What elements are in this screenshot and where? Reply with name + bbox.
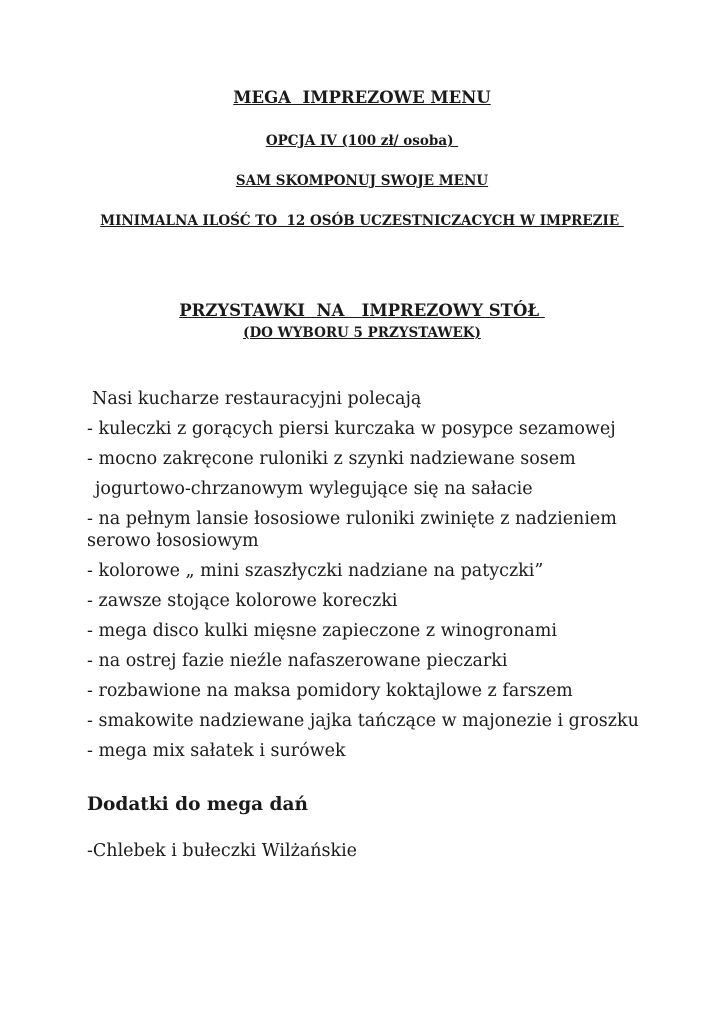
list-item: - zawsze stojące kolorowe koreczki — [87, 591, 398, 611]
extras-heading: Dodatki do mega dań — [87, 794, 308, 815]
list-item: - mocno zakręcone ruloniki z szynki nadziewane sosem — [87, 449, 576, 469]
list-item: - mega mix sałatek i surówek — [87, 741, 346, 761]
list-item: - smakowite nadziewane jajka tańczące w majonezie i groszku — [87, 711, 639, 731]
option-price-line: OPCJA IV (100 zł/ osoba) — [265, 133, 459, 149]
appetizers-intro: Nasi kucharze restauracyjni polecają — [92, 389, 422, 409]
appetizers-heading: PRZYSTAWKI NA IMPREZOWY STÓŁ — [179, 301, 545, 320]
appetizers-list — [87, 388, 647, 770]
list-item: - kuleczki z gorących piersi kurczaka w posypce sezamowej — [87, 419, 616, 439]
list-item: - na pełnym lansie łososiowe ruloniki zwinięte z nadzieniem serowo łososiowym — [87, 509, 617, 551]
extras-item: -Chlebek i bułeczki Wilżańskie — [87, 841, 358, 861]
appetizers-subheading: (DO WYBORU 5 PRZYSTAWEK) — [243, 325, 481, 341]
menu-title: MEGA IMPREZOWE MENU — [233, 88, 491, 107]
list-item: - kolorowe „ mini szaszłyczki nadziane na patyczki” — [87, 561, 544, 581]
compose-menu-line: SAM SKOMPONUJ SWOJE MENU — [235, 173, 489, 189]
minimum-guests-line: MINIMALNA ILOŚĆ TO 12 OSÓB UCZESTNICZACYCH W IMPREZIE — [100, 213, 624, 229]
list-item-continuation: jogurtowo-chrzanowym wylegujące się na sałacie — [95, 479, 533, 499]
list-item: - mega disco kulki mięsne zapieczone z winogronami — [87, 621, 557, 641]
list-item: - na ostrej fazie nieźle nafaszerowane pieczarki — [87, 651, 508, 671]
list-item: - rozbawione na maksa pomidory koktajlowe z farszem — [87, 681, 573, 701]
